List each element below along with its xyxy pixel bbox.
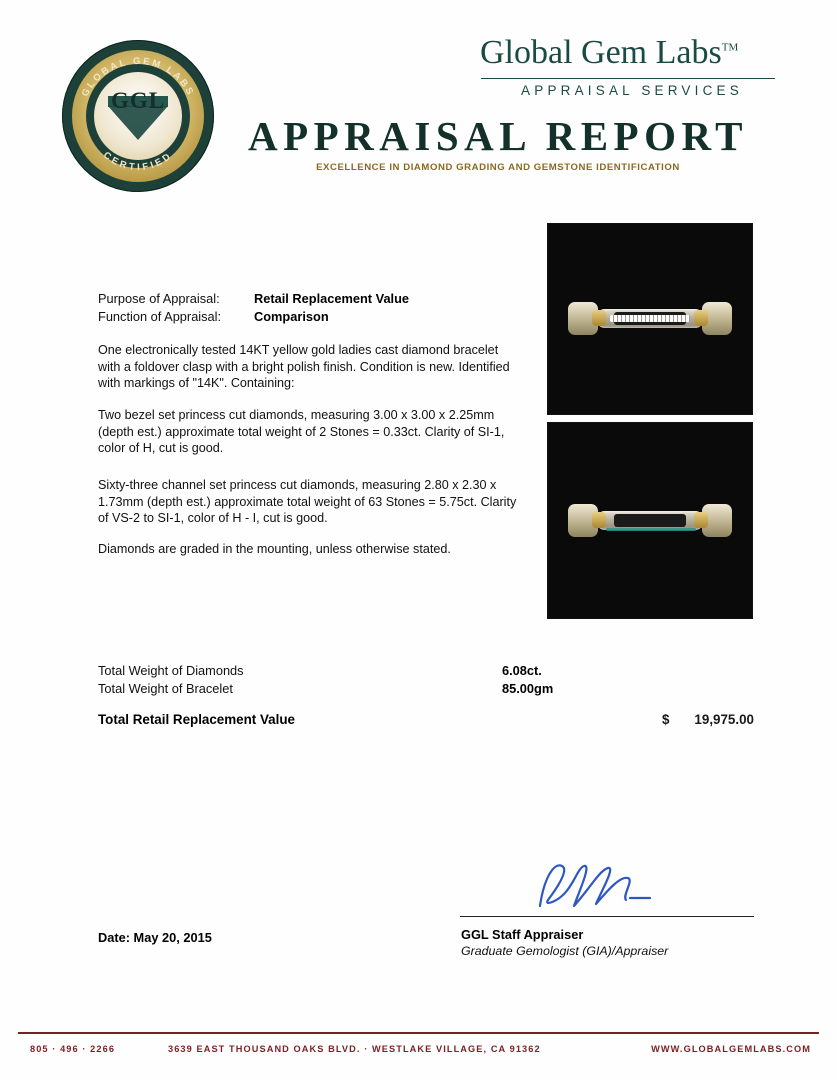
jewelry-photo-2 [547, 422, 753, 619]
appraisal-details [98, 290, 409, 326]
bracelet-illustration-2 [566, 498, 734, 544]
trademark-symbol: TM [721, 41, 739, 54]
bracelet-gold-link-left-2 [592, 512, 606, 528]
bracelet-gold-link-left [592, 310, 606, 326]
description-paragraph-3: Sixty-three channel set princess cut diamonds, measuring 2.80 x 2.30 x 1.73mm (depth est.) approximate total weight of 63 Stones = 5.75ct. Clarity of VS-2 to SI-1, color of H - I, cut is good. [98, 478, 517, 526]
signature-mark [534, 858, 654, 916]
brand-subtitle: APPRAISAL SERVICES [521, 83, 743, 98]
grand-total-value: 19,975.00 [694, 712, 754, 727]
total-bracelet-weight-value: 85.00gm [502, 680, 554, 696]
total-bracelet-weight-label: Total Weight of Bracelet [98, 680, 233, 696]
purpose-value: Retail Replacement Value [254, 291, 410, 306]
document-header [0, 22, 837, 182]
report-title: APPRAISAL REPORT [247, 113, 749, 159]
bracelet-gold-link-right [694, 310, 708, 326]
bracelet-illustration [566, 296, 734, 342]
total-diamond-weight-label: Total Weight of Diamonds [98, 663, 244, 678]
jewelry-photo-1 [547, 223, 753, 415]
footer-address: 3639 EAST THOUSAND OAKS BLVD. · WESTLAKE VILLAGE, CA 91362 [168, 1044, 541, 1054]
appraiser-credentials: Graduate Gemologist (GIA)/Appraiser [461, 944, 669, 958]
signature-line [460, 916, 754, 917]
totals-labels [98, 662, 244, 697]
brand-name-text: Global Gem Labs [480, 34, 722, 71]
totals-values [502, 662, 553, 697]
purpose-label: Purpose of Appraisal: [98, 291, 220, 306]
certification-seal-icon [62, 40, 214, 192]
bracelet-stone-row [610, 315, 690, 322]
description-paragraph-1: One electronically tested 14KT yellow gold ladies cast diamond bracelet with a foldover clasp with a bright polish finish. Condition is new. Identified with markings of "14K". Containing: [98, 343, 510, 391]
bracelet-reflection [606, 528, 696, 531]
grand-total-label: Total Retail Replacement Value [98, 712, 295, 727]
seal-monogram: GGL [110, 88, 166, 113]
appraiser-title: GGL Staff Appraiser [461, 927, 584, 942]
footer-phone: 805 · 496 · 2266 [30, 1044, 116, 1054]
report-tagline: EXCELLENCE IN DIAMOND GRADING AND GEMSTONE IDENTIFICATION [316, 162, 680, 173]
seal-arc-text [62, 40, 214, 192]
grand-total-currency: $ [662, 712, 670, 727]
footer-divider [18, 1032, 819, 1034]
report-date: Date: May 20, 2015 [98, 930, 212, 945]
bracelet-gold-link-right-2 [694, 512, 708, 528]
description-paragraph-2: Two bezel set princess cut diamonds, measuring 3.00 x 3.00 x 2.25mm (depth est.) approximate total weight of 2 Stones = 0.33ct. Clarity of SI-1, color of H, cut is good. [98, 408, 505, 456]
brand-divider [481, 78, 775, 79]
brand-name [480, 34, 738, 72]
function-label: Function of Appraisal: [98, 309, 222, 324]
description-paragraph-4: Diamonds are graded in the mounting, unless otherwise stated. [98, 542, 451, 556]
function-value: Comparison [254, 309, 329, 324]
total-diamond-weight-value: 6.08ct. [502, 663, 542, 678]
function-row [98, 308, 409, 326]
svg-text:CERTIFIED: CERTIFIED [101, 149, 175, 174]
svg-text:GLOBAL GEM LABS: GLOBAL GEM LABS [79, 55, 197, 99]
purpose-row [98, 290, 409, 308]
bracelet-center-shadow-2 [614, 514, 686, 527]
footer-website[interactable]: WWW.GLOBALGEMLABS.COM [651, 1044, 811, 1054]
